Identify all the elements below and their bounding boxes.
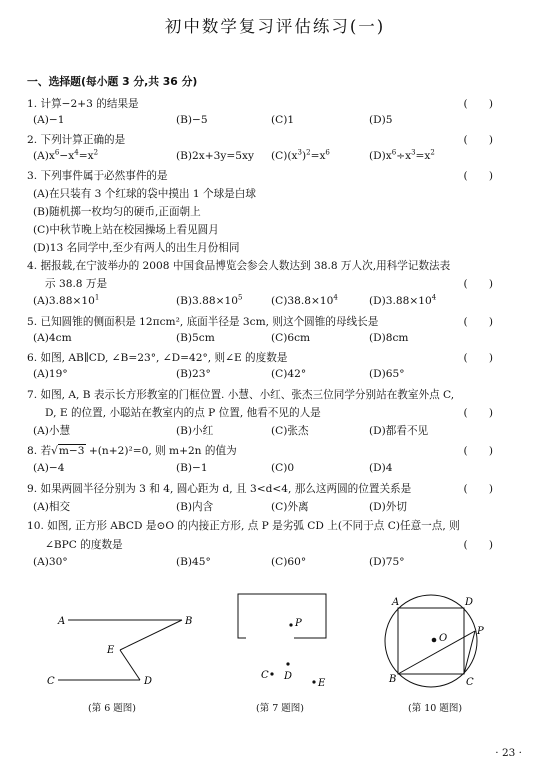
- option-c: $(C)38.8\times 10^4$: [271, 293, 338, 307]
- radicand: m−3: [58, 445, 85, 457]
- option-a: (A)小慧: [33, 425, 71, 437]
- answer-blank: ( ): [463, 483, 493, 495]
- question-7-line-1: 7. 如图, A, B 表示长方形教室的门框位置. 小慧、小红、张杰三位同学分别站在教室外点 C,: [27, 389, 455, 401]
- label-p: P: [295, 618, 302, 629]
- option-d: (D)8cm: [369, 332, 409, 344]
- option-c: (C)0: [271, 462, 295, 474]
- label-a: A: [392, 597, 400, 608]
- label-p: P: [477, 626, 484, 637]
- option-b: (B)5cm: [176, 332, 215, 344]
- option-a: (A)在只装有 3 个红球的袋中摸出 1 个球是白球: [33, 188, 256, 200]
- answer-blank: ( ): [463, 316, 493, 328]
- figure-7-caption: (第 7 题图): [256, 703, 304, 714]
- option-b: (B)内含: [176, 501, 214, 513]
- option-c: (C)1: [271, 114, 295, 126]
- label-d: D: [144, 676, 153, 687]
- question-stem: 5. 已知圆锥的侧面积是 12πcm², 底面半径是 3cm, 则这个圆锥的母线长是: [27, 316, 379, 328]
- answer-blank: ( ): [463, 134, 493, 146]
- question-stem: 9. 如果两圆半径分别为 3 和 4, 圆心距为 d, 且 3<d<4, 那么这两圆的位置关系是: [27, 483, 412, 495]
- option-a: (A)−1: [33, 114, 65, 126]
- question-stem: 2. 下列计算正确的是: [27, 134, 126, 146]
- option-d: $(D)x^6\div x^3=x^2$: [369, 148, 435, 162]
- question-stem: 3. 下列事件属于必然事件的是: [27, 170, 168, 182]
- option-d: (D)13 名同学中,至少有两人的出生月份相同: [33, 242, 240, 254]
- question-6: [27, 350, 527, 365]
- answer-blank: ( ): [463, 98, 493, 110]
- label-e: E: [107, 645, 115, 656]
- option-a: (A)相交: [33, 501, 71, 513]
- figure-10-diagram: [376, 594, 496, 696]
- answer-blank: ( ): [463, 278, 493, 290]
- figure-7: [228, 592, 338, 692]
- label-o: O: [439, 633, 448, 644]
- option-c: (C)张杰: [271, 425, 309, 437]
- option-c: (C)60°: [271, 556, 307, 568]
- option-a: $(A)3.88\times 10^1$: [33, 293, 100, 307]
- label-a: A: [58, 616, 66, 627]
- answer-blank: ( ): [463, 170, 493, 182]
- option-b: (B)−1: [176, 462, 208, 474]
- label-d: D: [465, 597, 474, 608]
- figure-10-caption: (第 10 题图): [408, 703, 463, 714]
- option-b: (B)2x+3y=5xy: [176, 150, 254, 162]
- figure-6-diagram: [40, 608, 210, 698]
- label-c: C: [261, 670, 269, 681]
- figure-6: [40, 608, 210, 698]
- question-4-line-1: 4. 据报载,在宁波举办的 2008 中国食品博览会参会人数达到 38.8 万人次,用科学记数法表: [27, 260, 451, 272]
- option-c: $(C)(x^3)^2=x^6$: [271, 148, 330, 162]
- question-5: [27, 314, 527, 329]
- option-d: (D)都看不见: [369, 425, 429, 437]
- label-b: B: [185, 616, 193, 627]
- option-d: (D)外切: [369, 501, 407, 513]
- label-c: C: [47, 676, 55, 687]
- option-a: (A)4cm: [33, 332, 72, 344]
- option-c: (C)外离: [271, 501, 309, 513]
- option-a: (A)30°: [33, 556, 68, 568]
- label-d: D: [284, 671, 293, 682]
- answer-blank: ( ): [463, 352, 493, 364]
- option-b: (B)23°: [176, 368, 211, 380]
- option-d: (D)65°: [369, 368, 405, 380]
- figure-7-diagram: [228, 592, 338, 692]
- question-2: [27, 132, 527, 147]
- section-heading: 一、选择题(每小题 3 分,共 36 分): [27, 75, 198, 88]
- answer-blank: ( ): [463, 539, 493, 551]
- label-e: E: [318, 678, 326, 689]
- option-a: (A)−4: [33, 462, 65, 474]
- answer-blank: ( ): [463, 445, 493, 457]
- question-stem: 1. 计算−2+3 的结果是: [27, 98, 139, 110]
- label-b: B: [389, 674, 397, 685]
- question-10-line-1: 10. 如图, 正方形 ABCD 是⊙O 的内接正方形, 点 P 是劣弧 CD 上(不同于点 C)任意一点, 则: [27, 520, 460, 532]
- option-d: (D)4: [369, 462, 393, 474]
- question-8: 8. 若√m−3 +(n+2)²=0, 则 m+2n 的值为 ( ): [27, 445, 493, 457]
- option-c: (C)中秋节晚上站在校园操场上看见圆月: [33, 224, 219, 236]
- figure-10: [376, 594, 496, 696]
- option-b: (B)−5: [176, 114, 208, 126]
- option-c: (C)6cm: [271, 332, 311, 344]
- question-3: [27, 168, 527, 183]
- question-stem: 6. 如图, AB∥CD, ∠B=23°, ∠D=42°, 则∠E 的度数是: [27, 352, 288, 364]
- option-d: $(D)3.88\times 10^4$: [369, 293, 437, 307]
- figure-6-caption: (第 6 题图): [88, 703, 136, 714]
- option-d: (D)5: [369, 114, 393, 126]
- question-4-line-2: 示 38.8 万是 ( ): [45, 278, 493, 290]
- option-b: (B)45°: [176, 556, 211, 568]
- question-10-line-2: ∠BPC 的度数是 ( ): [45, 539, 493, 551]
- label-c: C: [466, 677, 474, 688]
- option-a: (A)19°: [33, 368, 68, 380]
- question-9: [27, 481, 527, 496]
- option-a: $(A)x^6-x^4=x^2$: [33, 148, 99, 162]
- option-c: (C)42°: [271, 368, 307, 380]
- question-1: [27, 96, 527, 111]
- option-b: (B)随机掷一枚均匀的硬币,正面朝上: [33, 206, 201, 218]
- page-number: · 23 ·: [495, 747, 522, 759]
- answer-blank: ( ): [463, 407, 493, 419]
- question-7-line-2: D, E 的位置, 小聪站在教室内的点 P 位置, 他看不见的人是 ( ): [45, 407, 493, 419]
- option-b: (B)小红: [176, 425, 214, 437]
- option-b: $(B)3.88\times 10^5$: [176, 293, 243, 307]
- page-title: 初中数学复习评估练习(一): [164, 17, 386, 36]
- option-d: (D)75°: [369, 556, 405, 568]
